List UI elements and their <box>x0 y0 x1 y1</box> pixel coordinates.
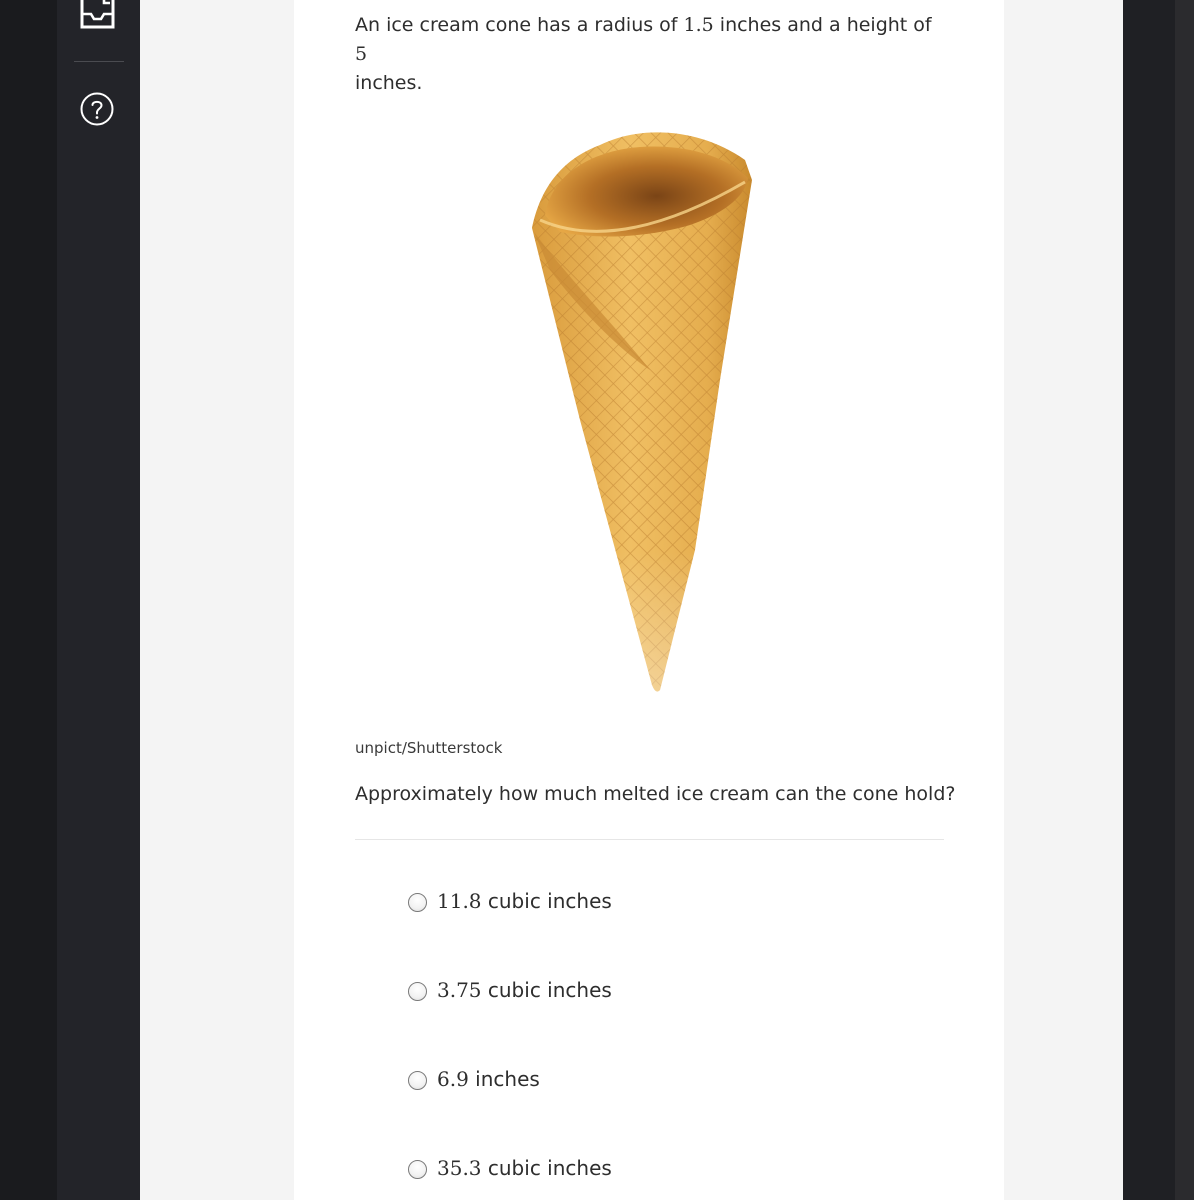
height-value: 5 <box>355 43 368 65</box>
answer-label: 35.3 cubic inches <box>437 1156 612 1180</box>
answer-option-3[interactable] <box>408 1065 540 1093</box>
divider <box>355 839 944 840</box>
radio-button[interactable] <box>408 1071 427 1090</box>
question-text <box>355 11 935 98</box>
help-icon[interactable] <box>80 92 114 126</box>
radio-button[interactable] <box>408 1160 427 1179</box>
window-edge-left <box>0 0 57 1200</box>
radius-value: 1.5 <box>683 14 714 36</box>
question-prompt: Approximately how much melted ice cream can the cone hold? <box>355 783 956 805</box>
question-text-b: inches and a height of <box>713 14 932 36</box>
radio-button[interactable] <box>408 982 427 1001</box>
inbox-icon[interactable] <box>79 0 117 30</box>
ice-cream-cone-image <box>520 120 770 700</box>
right-panel <box>1123 0 1175 1200</box>
image-credit: unpict/Shutterstock <box>355 739 503 757</box>
answer-label: 6.9 inches <box>437 1067 540 1091</box>
answer-option-1[interactable] <box>408 887 612 915</box>
question-text-c: inches. <box>355 72 423 94</box>
answer-option-2[interactable] <box>408 976 612 1004</box>
answer-option-4[interactable] <box>408 1154 612 1182</box>
sidebar <box>57 0 140 1200</box>
answer-label: 3.75 cubic inches <box>437 978 612 1002</box>
radio-button[interactable] <box>408 893 427 912</box>
answer-label: 11.8 cubic inches <box>437 889 612 913</box>
sidebar-divider <box>74 61 124 62</box>
question-text-a: An ice cream cone has a radius of <box>355 14 684 36</box>
window-edge-right <box>1175 0 1194 1200</box>
